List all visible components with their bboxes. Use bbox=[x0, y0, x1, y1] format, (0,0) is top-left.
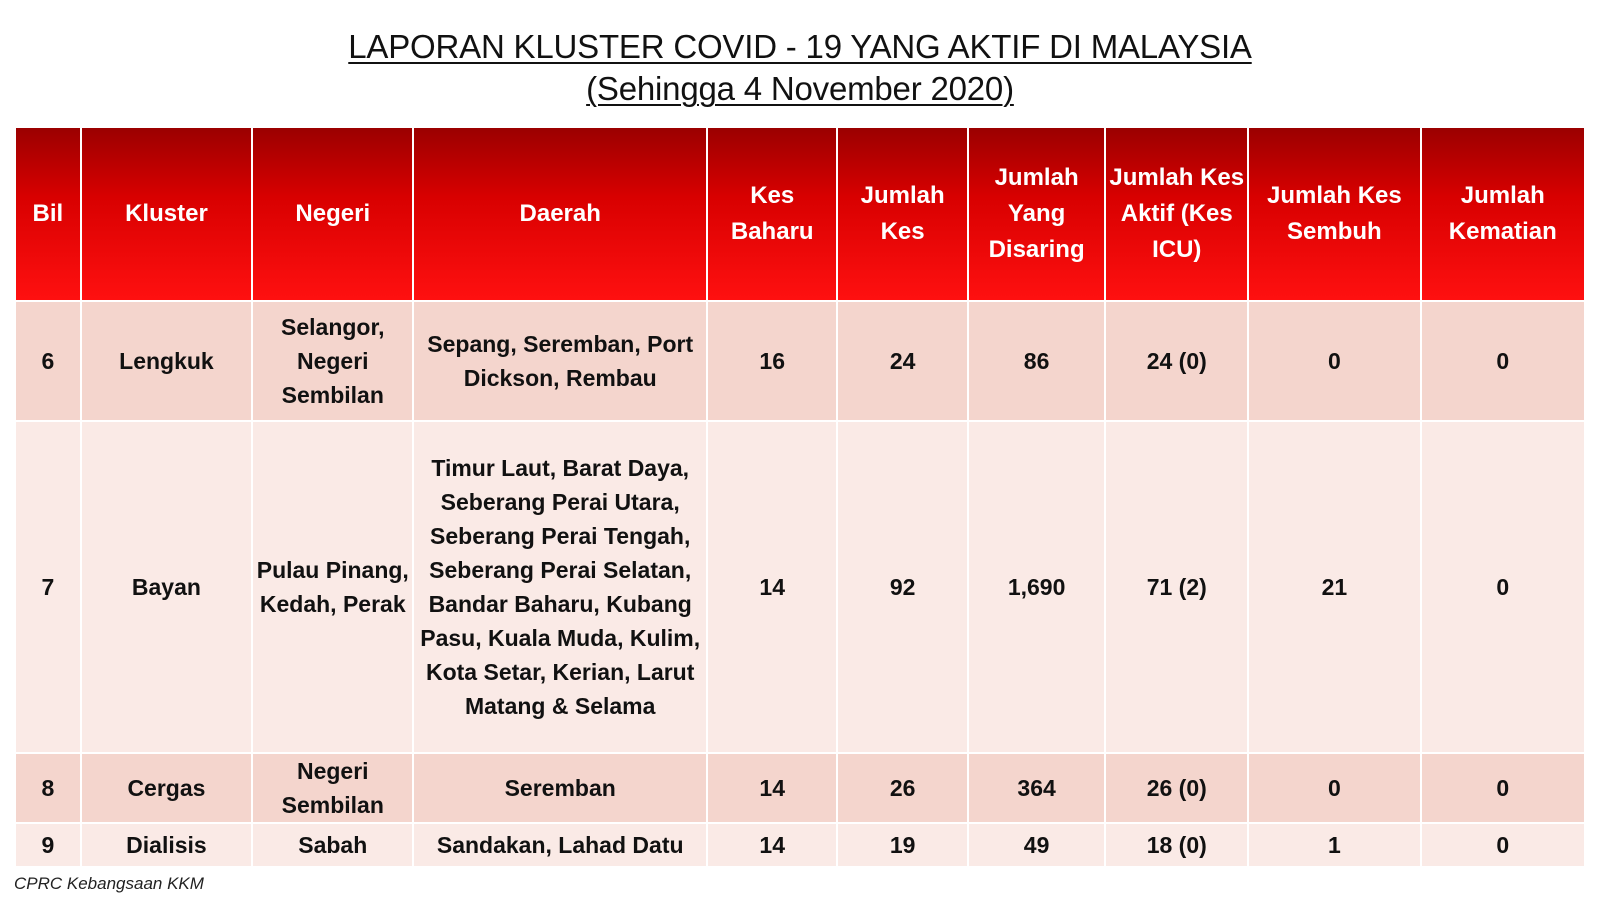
header-negeri: Negeri bbox=[252, 127, 413, 301]
table-row bbox=[15, 301, 1585, 421]
cell-daerah: Seremban bbox=[413, 753, 707, 823]
header-kluster: Kluster bbox=[81, 127, 252, 301]
cell-bil: 8 bbox=[15, 753, 81, 823]
cell-negeri: Pulau Pinang, Kedah, Perak bbox=[252, 421, 413, 753]
cell-kes-baharu: 14 bbox=[707, 753, 837, 823]
cell-bil: 6 bbox=[15, 301, 81, 421]
table-row bbox=[15, 753, 1585, 823]
cell-kes-aktif: 24 (0) bbox=[1105, 301, 1248, 421]
header-daerah: Daerah bbox=[413, 127, 707, 301]
cell-kematian: 0 bbox=[1421, 421, 1585, 753]
cell-jumlah-kes: 19 bbox=[837, 823, 967, 867]
cell-negeri: Selangor, Negeri Sembilan bbox=[252, 301, 413, 421]
header-bil: Bil bbox=[15, 127, 81, 301]
title-date: (Sehingga 4 November 2020) bbox=[586, 70, 1014, 107]
cell-kes-sembuh: 0 bbox=[1248, 753, 1421, 823]
source-footer: CPRC Kebangsaan KKM bbox=[14, 874, 204, 893]
cell-kematian: 0 bbox=[1421, 753, 1585, 823]
header-kes-aktif: Jumlah Kes Aktif (Kes ICU) bbox=[1105, 127, 1248, 301]
cell-kes-baharu: 14 bbox=[707, 421, 837, 753]
cell-kes-baharu: 16 bbox=[707, 301, 837, 421]
cell-kluster: Cergas bbox=[81, 753, 252, 823]
cell-bil: 7 bbox=[15, 421, 81, 753]
cluster-table bbox=[14, 126, 1586, 868]
cell-jumlah-kes: 92 bbox=[837, 421, 967, 753]
cell-kematian: 0 bbox=[1421, 301, 1585, 421]
cell-daerah: Timur Laut, Barat Daya, Seberang Perai Utara, Seberang Perai Tengah, Seberang Perai Selatan, Bandar Baharu, Kubang Pasu, Kuala Muda, Kulim, Kota Setar, Kerian, Larut Matang & Selama bbox=[413, 421, 707, 753]
cell-jumlah-disaring: 364 bbox=[968, 753, 1106, 823]
cell-kes-sembuh: 21 bbox=[1248, 421, 1421, 753]
cell-kes-sembuh: 1 bbox=[1248, 823, 1421, 867]
cell-negeri: Sabah bbox=[252, 823, 413, 867]
cell-daerah: Sepang, Seremban, Port Dickson, Rembau bbox=[413, 301, 707, 421]
header-jumlah-disaring: Jumlah Yang Disaring bbox=[968, 127, 1106, 301]
cell-kluster: Dialisis bbox=[81, 823, 252, 867]
cell-daerah: Sandakan, Lahad Datu bbox=[413, 823, 707, 867]
cell-kluster: Lengkuk bbox=[81, 301, 252, 421]
table-row bbox=[15, 421, 1585, 753]
cell-negeri: Negeri Sembilan bbox=[252, 753, 413, 823]
cell-bil: 9 bbox=[15, 823, 81, 867]
table-row bbox=[15, 823, 1585, 867]
title-main: LAPORAN KLUSTER COVID - 19 YANG AKTIF DI MALAYSIA bbox=[348, 28, 1252, 65]
cell-kes-sembuh: 0 bbox=[1248, 301, 1421, 421]
cell-jumlah-disaring: 86 bbox=[968, 301, 1106, 421]
cell-kluster: Bayan bbox=[81, 421, 252, 753]
cell-jumlah-disaring: 49 bbox=[968, 823, 1106, 867]
header-kes-baharu: Kes Baharu bbox=[707, 127, 837, 301]
header-kematian: Jumlah Kematian bbox=[1421, 127, 1585, 301]
cell-kes-aktif: 18 (0) bbox=[1105, 823, 1248, 867]
cell-kes-aktif: 71 (2) bbox=[1105, 421, 1248, 753]
header-jumlah-kes: Jumlah Kes bbox=[837, 127, 967, 301]
cell-kes-baharu: 14 bbox=[707, 823, 837, 867]
cell-kematian: 0 bbox=[1421, 823, 1585, 867]
cell-jumlah-kes: 24 bbox=[837, 301, 967, 421]
header-row bbox=[15, 127, 1585, 301]
report-title bbox=[0, 26, 1600, 110]
cell-jumlah-disaring: 1,690 bbox=[968, 421, 1106, 753]
cell-jumlah-kes: 26 bbox=[837, 753, 967, 823]
cell-kes-aktif: 26 (0) bbox=[1105, 753, 1248, 823]
header-kes-sembuh: Jumlah Kes Sembuh bbox=[1248, 127, 1421, 301]
